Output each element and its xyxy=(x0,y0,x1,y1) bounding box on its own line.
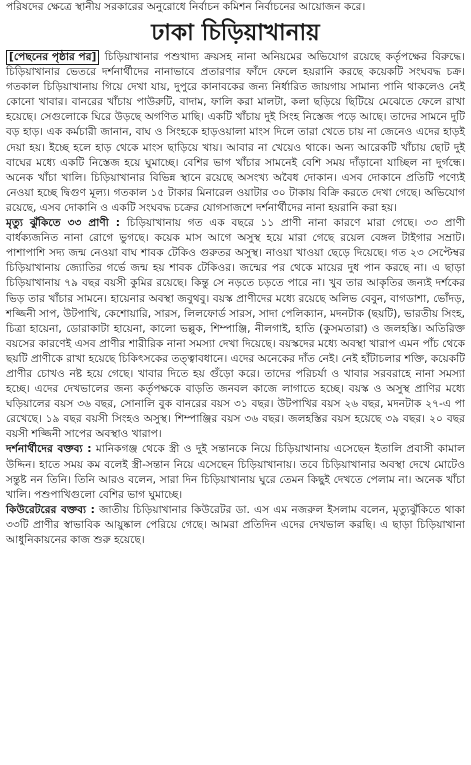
visitors-paragraph xyxy=(6,442,465,502)
curator-subheading: কিউরেটরের বক্তব্য : xyxy=(6,503,95,516)
curator-paragraph xyxy=(6,503,465,548)
deaths-text: চিড়িয়াখানায় গত এক বছরে ১১ প্রাণী নানা কারণে মারা গেছে। ৩৩ প্রাণী বার্ধক্যজনিত নানা রোগে ভুগছে। কয়েক মাস আগে অসুস্থ হয়ে মারা গেছে রয়েল বেঙ্গল টাইগার সম্রাট। পাশাপাশি সদ্য জন্ম নেওয়া বাঘ শাবক টেকিও গুরুতর অসুস্থ। নাওয়া খাওয়া ছেড়ে দিয়েছে। গত ২৩ সেপ্টেম্বর চিড়িয়াখানায় জ্যোতির গর্ভে জন্ম হয় শাবক টেকিওর। জন্মের পর থেকে মায়ের দুধ পান করছে না। এ ছাড়া চিড়িয়াখানায় ৭৯ বছর বয়সী কুমির রয়েছে। কিন্তু সে নড়তে চড়তে পারে না। খুব তার আকৃতির জন্যই দর্শকের ভিড় তার খাঁচার সামনে। হায়েনার অবস্থা জবুথবু। বয়স্ক প্রাণীদের মধ্যে রয়েছে অলিভ বেবুন, বাগডাশা, ভোঁদড়, শজ্জিনী সাপ, উটপাখি, কেশোয়ারি, সারস, লিলফোর্ড সারস, সাদা পেলিক্যান, মদনটাক (ছয়টি), ভারতীয় সিংহ, চিত্রা হায়েনা, ডোরাকাটা হায়েনা, কালো ভল্লুক, শিম্পাঞ্জি, নীলগাই, হাতি (কুসমতারা) ও জলহস্তি। অতিরিক্ত বয়সের কারণেই এসব প্রাণীর শারীরিক নানা সমস্যা দেখা দিয়েছে। বয়স্কদের মধ্যে অবস্থা খারাপ এমন পাঁচ থেকে ছয়টি প্রাণীকে রাখা হয়েছে চিকিৎসকের তত্ত্বাবধানে। এদের অনেকের দাঁত নেই। নেই হাঁটাচলার শক্তি, কয়েকটি প্রাণীর চোখও নষ্ট হয়ে গেছে। খাবার দিতে হয় গুঁড়ো করে। তাদের পরিচর্যা ও খাবার সরবরাহে নানা সমস্যা হচ্ছে। এদের দেখভালের জন্য কর্তৃপক্ষকে বাড়তি জনবল কাজে লাগাতে হচ্ছে। বয়স্ক ও অসুস্থ প্রাণির মধ্যে ঘড়িয়ালের বয়স ৩৬ বছর, সোনালি বুক বানরের বয়স ৩১ বছর। উটপাখির বয়স ২৬ বছর, মদনটাক ২৭-এ পা রেখেছে। ১৯ বছর বয়সী সিংহও অসুস্থ। শিম্পাঞ্জির বয়স ৩৬ বছর। জলহস্তির বয়স হয়েছে ৩৯ বছর। ২০ বছর বয়সী শজ্জিনী সাপের অবস্থাও খারাপ। xyxy=(6,217,465,441)
continued-from-tag: [পেছনের পৃষ্ঠার পর] xyxy=(6,50,99,65)
intro-text: চিড়িয়াখানার পশুখাদ্য ক্রয়সহ নানা অনিয়মের অভিযোগ রয়েছে কর্তৃপক্ষের বিরুদ্ধে। চিড়িয়াখানার ভেতরে দর্শনার্থীদের নানাভাবে প্রতারণার ফাঁদে ফেলে হয়রানি করছে কয়েকটি সংঘবদ্ধ চক্র। গতকাল চিড়িয়াখানায় গিয়ে দেখা যায়, দুপুরে কানাবকের জন্য নির্ধারিত জায়গায় সামান্য পানি থাকলেও নেই কোনো খাবার। বানরের খাঁচায় পাউরুটি, বাদাম, ফালি করা মালটা, কলা ছড়িয়ে ছিটিয়ে মেঝেতে ফেলে রাখা হয়েছে। সেগুলোকে ঘিরে উড়ছে অগণিত মাছি। একটি খাঁচায় দুই সিংহ নিস্তেজ পড়ে আছে। তাদের সামনে দুটি বড় হাড়। এক কর্মচারী জানান, বাঘ ও সিংহকে হাড়ওয়ালা মাংস দিলে তারা খেতে চায় না জেনেও এদের হাড়ই দেয়া হয়। ইচ্ছে হলে হাড় থেকে মাংস ছাড়িয়ে খায়। আবার না খেয়েও থাকে। অন্য আরেকটি খাঁচায় ছোট দুই বাঘের মধ্যে একটি নিস্তেজ হয়ে ঘুমাচ্ছে। বেশির ভাগ খাঁচার সামনেই বেশি সময় দাঁড়ানো যাচ্ছিল না দুর্গন্ধে। অনেক খাঁচা খালি। চিড়িয়াখানার বিভিন্ন স্থানে রয়েছে অসংখ্য অবৈধ দোকান। এসব দোকানে প্রতিটি পণ্যেই নেওয়া হচ্ছে দ্বিগুণ মূল্য। গতকাল ১৫ টাকার মিনারেল ওয়াটার ৩০ টাকায় বিক্রি করতে দেখা গেছে। অভিযোগ রয়েছে, এসব দোকানি ও একটি সংঘবদ্ধ চক্রের যোগসাজশে দর্শনার্থীদের নানা হয়রানি করা হয়। xyxy=(6,51,465,214)
curator-text: জাতীয় চিড়িয়াখানার কিউরেটর ডা. এস এম নজরুল ইসলাম বলেন, মৃত্যুঝুঁকিতে থাকা ৩৩টি প্রাণীর স্বাভাবিক আয়ুষ্কাল পেরিয়ে গেছে। আমরা প্রতিদিন এদের দেখভাল করছি। এ ছাড়া চিড়িয়াখানা আধুনিকায়নের কাজ শুরু হয়েছে। xyxy=(6,503,466,546)
article-headline: ঢাকা চিড়িয়াখানায় xyxy=(151,20,320,46)
visitors-subheading: দর্শনার্থীদের বক্তব্য : xyxy=(6,443,92,456)
visitors-text: মানিকগঞ্জ থেকে স্ত্রী ও দুই সন্তানকে নিয়ে চিড়িয়াখানায় এসেছেন ইতালি প্রবাসী কামাল উদ্দিন। হাতে সময় কম বলেই স্ত্রী-সন্তান নিয়ে এসেছেন চিড়িয়াখানায়। তবে চিড়িয়াখানার অবস্থা দেখে মোটেও সন্তুষ্ট নন তিনি। তিনি আরও বলেন, সারা দিন চিড়িয়াখানায় ঘুরে তেমন কিছুই দেখতে পেলাম না। অনেক খাঁচা খালি। পশুপাখিগুলো বেশির ভাগ ঘুমাচ্ছে। xyxy=(6,443,465,501)
deaths-paragraph xyxy=(6,216,465,442)
previous-article-last-line: পরিষদের ক্ষেত্রে স্থানীয় সরকারের অনুরোধে নির্বাচন কমিশন নির্বাচনের আয়োজন করে। xyxy=(6,1,366,13)
deaths-subheading: মৃত্যু ঝুঁকিতে ৩৩ প্রাণী : xyxy=(6,217,121,230)
intro-paragraph xyxy=(6,50,465,216)
